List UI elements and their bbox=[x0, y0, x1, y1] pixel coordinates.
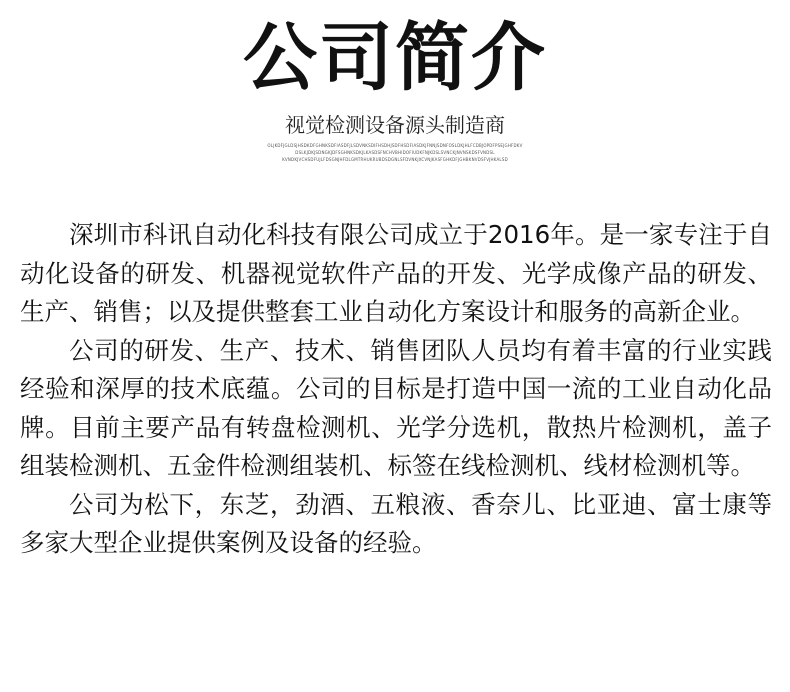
page-subtitle: 视觉检测设备源头制造商 bbox=[285, 113, 505, 137]
fine-print-line: DSLKJDKJSDNGKJDFSGHNKSDKJLKASDSFNCHVBHIDOFIUDKFNJKDSLSVNCKJNVNSKDSFVNDSL bbox=[295, 150, 495, 155]
fine-print-line: KVNDKJVCHSDFUJLFDSGNJHFDLGMTRHUKRUBDSDGNLSFDVNKJXCVNJKASFGHKDFJGHBKNVDSFVJHKALSD bbox=[282, 157, 508, 162]
paragraph-company-founding: 深圳市科讯自动化科技有限公司成立于2016年。是一家专注于自动化设备的研发、机器视觉软件产品的开发、光学成像产品的研发、生产、销售；以及提供整套工业自动化方案设计和服务的高新企业。 bbox=[20, 220, 772, 326]
fine-print-line: OLJKDFJGLDSJHSDKDFGHNKSDFIASDFJLSDVNKSDIFHSDHJSDFHSDFIASDKJFNNJSDNFOSLDKJHLFCDBJOPDFPSEJGHFDKV bbox=[267, 143, 523, 148]
page-title: 公司简介 bbox=[243, 15, 547, 101]
paragraph-team-products: 公司的研发、生产、技术、销售团队人员均有着丰富的行业实践经验和深厚的技术底蕴。公司的目标是打造中国一流的工业自动化品牌。目前主要产品有转盘检测机、光学分选机，散热片检测机，盖子组装检测机、五金件检测组装机、标签在线检测机、线材检测机等。 bbox=[20, 335, 772, 480]
paragraph-clients: 公司为松下，东芝，劲酒、五粮液、香奈儿、比亚迪、富士康等多家大型企业提供案例及设备的经验。 bbox=[20, 489, 772, 557]
intro-body bbox=[20, 216, 772, 563]
